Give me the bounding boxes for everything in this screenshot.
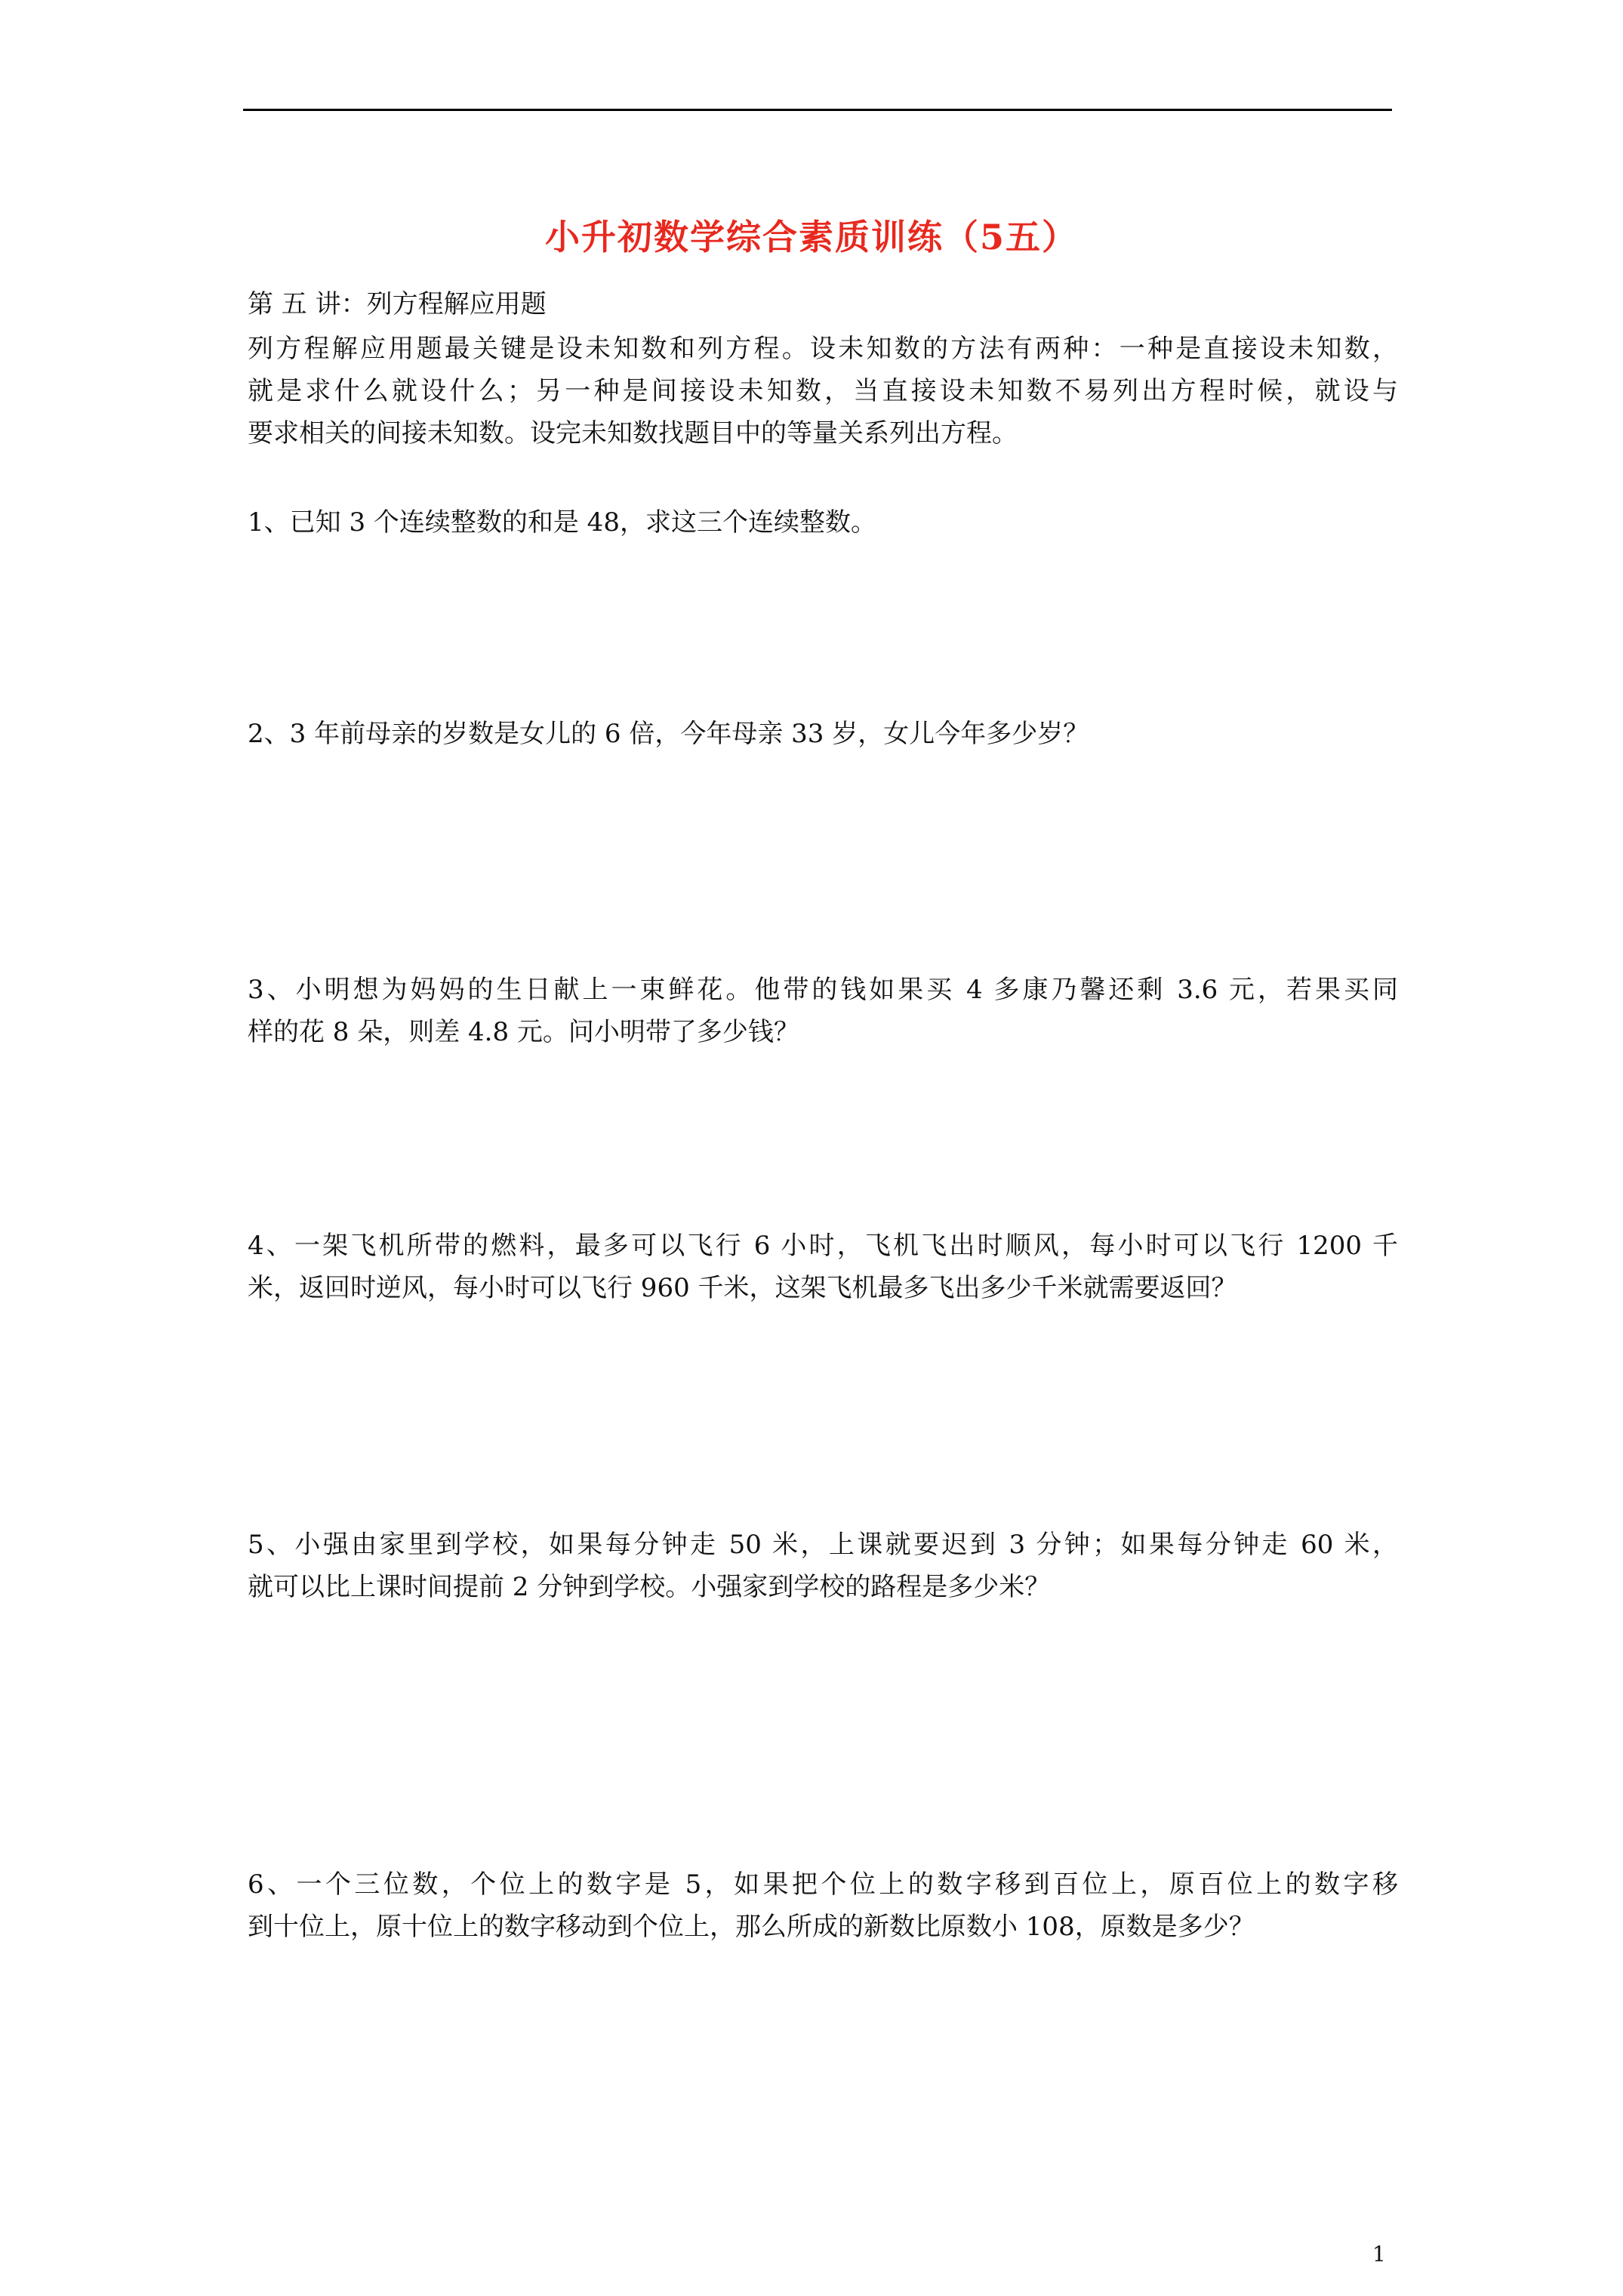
- question-4: [248, 1225, 1398, 1309]
- page-number: 1: [1372, 2242, 1386, 2267]
- question-line: 5、小强由家里到学校，如果每分钟走 50 米，上课就要迟到 3 分钟；如果每分钟走 60 米，: [248, 1530, 1398, 1560]
- question-line: 6、一个三位数，个位上的数字是 5，如果把个位上的数字移到百位上，原百位上的数字移: [248, 1869, 1398, 1900]
- question-line: 到十位上，原十位上的数字移动到个位上，那么所成的新数比原数小 108，原数是多少？: [248, 1912, 1255, 1942]
- intro-line: 列方程解应用题最关键是设未知数和列方程。设未知数的方法有两种：一种是直接设未知数，: [248, 334, 1398, 364]
- intro-line: 要求相关的间接未知数。设完未知数找题目中的等量关系列出方程。: [248, 418, 1018, 448]
- question-2: [248, 713, 1398, 755]
- question-6: [248, 1863, 1398, 1948]
- header-rule: [243, 109, 1392, 111]
- intro-paragraph: [248, 328, 1398, 455]
- question-3: [248, 969, 1398, 1053]
- question-1: [248, 501, 1398, 544]
- question-5: [248, 1524, 1398, 1608]
- question-line: 3、小明想为妈妈的生日献上一束鲜花。他带的钱如果买 4 多康乃馨还剩 3.6 元，若果买同: [248, 975, 1398, 1005]
- question-line: 4、一架飞机所带的燃料，最多可以飞行 6 小时，飞机飞出时顺风，每小时可以飞行 1200 千: [248, 1231, 1398, 1261]
- question-line: 就可以比上课时间提前 2 分钟到学校。小强家到学校的路程是多少米？: [248, 1572, 1051, 1602]
- question-line: 2、3 年前母亲的岁数是女儿的 6 倍，今年母亲 33 岁，女儿今年多少岁？: [248, 719, 1089, 749]
- document-title: 小升初数学综合素质训练（5五）: [544, 217, 1078, 257]
- question-line: 米，返回时逆风，每小时可以飞行 960 千米，这架飞机最多飞出多少千米就需要返回？: [248, 1273, 1237, 1303]
- question-line: 样的花 8 朵，则差 4.8 元。问小明带了多少钱？: [248, 1017, 799, 1047]
- intro-line: 就是求什么就设什么；另一种是间接设未知数，当直接设未知数不易列出方程时候，就设与: [248, 376, 1398, 406]
- lecture-heading: 第 五 讲：列方程解应用题: [248, 289, 547, 319]
- question-line: 1、已知 3 个连续整数的和是 48，求这三个连续整数。: [248, 507, 876, 538]
